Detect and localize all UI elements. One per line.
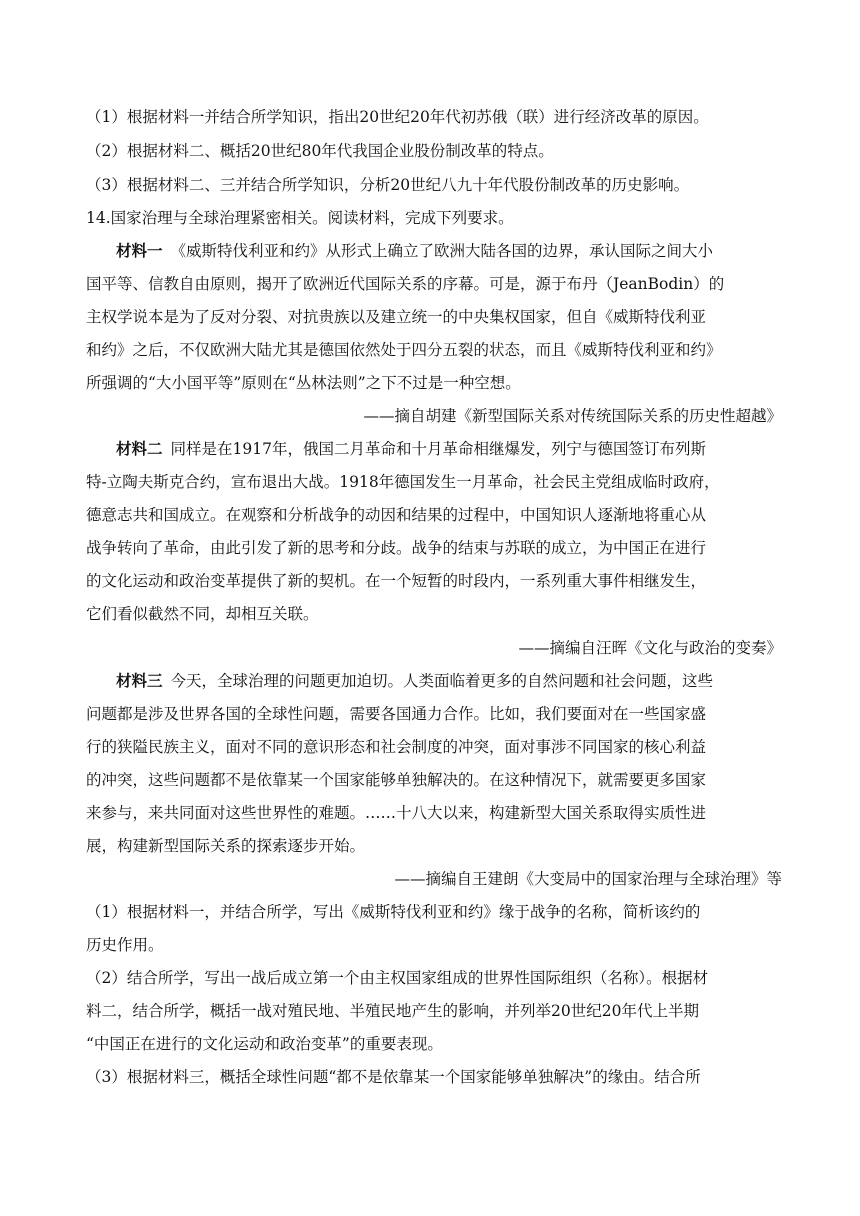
q13-sub-2: （2）根据材料二、概括20世纪80年代我国企业股份制改革的特点。 [86, 142, 554, 160]
material-1-line-4: 和约》之后，不仅欧洲大陆尤其是德国依然处于四分五裂的状态，而且《威斯特伐利亚和约》 [86, 341, 722, 359]
material-1-line-1: 材料一 《威斯特伐利亚和约》从形式上确立了欧洲大陆各国的边界，承认国际之间大小 [116, 242, 714, 260]
material-3-label: 材料三 [116, 672, 163, 690]
material-1-line-3: 主权学说本是为了反对分裂、对抗贵族以及建立统一的中央集权国家，但自《威斯特伐利亚 [86, 308, 707, 326]
material-3-line-3: 行的狭隘民族主义，面对不同的意识形态和社会制度的冲突，面对事涉不同国家的核心利益 [86, 738, 707, 756]
q14-sub-3-line-1: （3）根据材料三，概括全球性问题“都不是依靠某一个国家能够单独解决”的缘由。结合所 [86, 1068, 701, 1086]
q14-sub-1-line-2: 历史作用。 [86, 936, 164, 954]
q14-sub-2-line-1: （2）结合所学，写出一战后成立第一个由主权国家组成的世界性国际组织（名称）。根据材 [86, 969, 709, 987]
material-3-source: ——摘编自王建朗《大变局中的国家治理与全球治理》等 [394, 870, 782, 888]
material-1-line-5: 所强调的“大小国平等”原则在“丛林法则”之下不过是一种空想。 [86, 374, 521, 392]
material-3-line-2: 问题都是涉及世界各国的全球性问题，需要各国通力合作。比如，我们要面对在一些国家盛 [86, 705, 707, 723]
material-2-line-1: 材料二 同样是在1917年，俄国二月革命和十月革命相继爆发，列宁与德国签订布列斯 [116, 440, 706, 458]
material-3-line-5: 来参与，来共同面对这些世界性的难题。……十八大以来，构建新型大国关系取得实质性进 [86, 804, 707, 822]
material-2-line-6: 它们看似截然不同，却相互关联。 [86, 605, 319, 623]
material-1-label: 材料一 [116, 242, 163, 260]
material-3-line-1: 材料三 今天，全球治理的问题更加迫切。人类面临着更多的自然问题和社会问题，这些 [116, 672, 714, 690]
material-2-source: ——摘编自汪晖《文化与政治的变奏》 [518, 639, 782, 657]
material-2-label: 材料二 [116, 440, 163, 458]
q14-sub-2-line-3: “中国正在进行的文化运动和政治变革”的重要表现。 [86, 1035, 443, 1053]
material-1-line-2: 国平等、信教自由原则，揭开了欧洲近代国际关系的序幕。可是，源于布丹（JeanBodin）的 [86, 275, 725, 293]
material-1-source: ——摘自胡建《新型国际关系对传统国际关系的历史性超越》 [363, 407, 782, 425]
q13-sub-1: （1）根据材料一并结合所学知识，指出20世纪20年代初苏俄（联）进行经济改革的原因。 [86, 108, 709, 126]
material-2-line-2: 特-立陶夫斯克合约，宣布退出大战。1918年德国发生一月革命，社会民主党组成临时政府， [86, 473, 720, 491]
material-3-line-4: 的冲突，这些问题都不是依靠某一个国家能够单独解决的。在这种情况下，就需要更多国家 [86, 771, 707, 789]
material-2-line-5: 的文化运动和政治变革提供了新的契机。在一个短暂的时段内，一系列重大事件相继发生， [86, 572, 707, 590]
q14-title: 14.国家治理与全球治理紧密相关。阅读材料，完成下列要求。 [86, 209, 514, 227]
q14-sub-2-line-2: 料二，结合所学，概括一战对殖民地、半殖民地产生的影响，并列举20世纪20年代上半期 [86, 1002, 699, 1020]
material-3-line-6: 展，构建新型国际关系的探索逐步开始。 [86, 837, 366, 855]
material-2-line-4: 战争转向了革命，由此引发了新的思考和分歧。战争的结束与苏联的成立，为中国正在进行 [86, 539, 707, 557]
q13-sub-3: （3）根据材料二、三并结合所学知识，分析20世纪八九十年代股份制改革的历史影响。 [86, 176, 690, 194]
material-2-line-3: 德意志共和国成立。在观察和分析战争的动因和结果的过程中，中国知识人逐渐地将重心从 [86, 506, 707, 524]
q14-sub-1-line-1: （1）根据材料一，并结合所学，写出《威斯特伐利亚和约》缘于战争的名称，简析该约的 [86, 903, 701, 921]
